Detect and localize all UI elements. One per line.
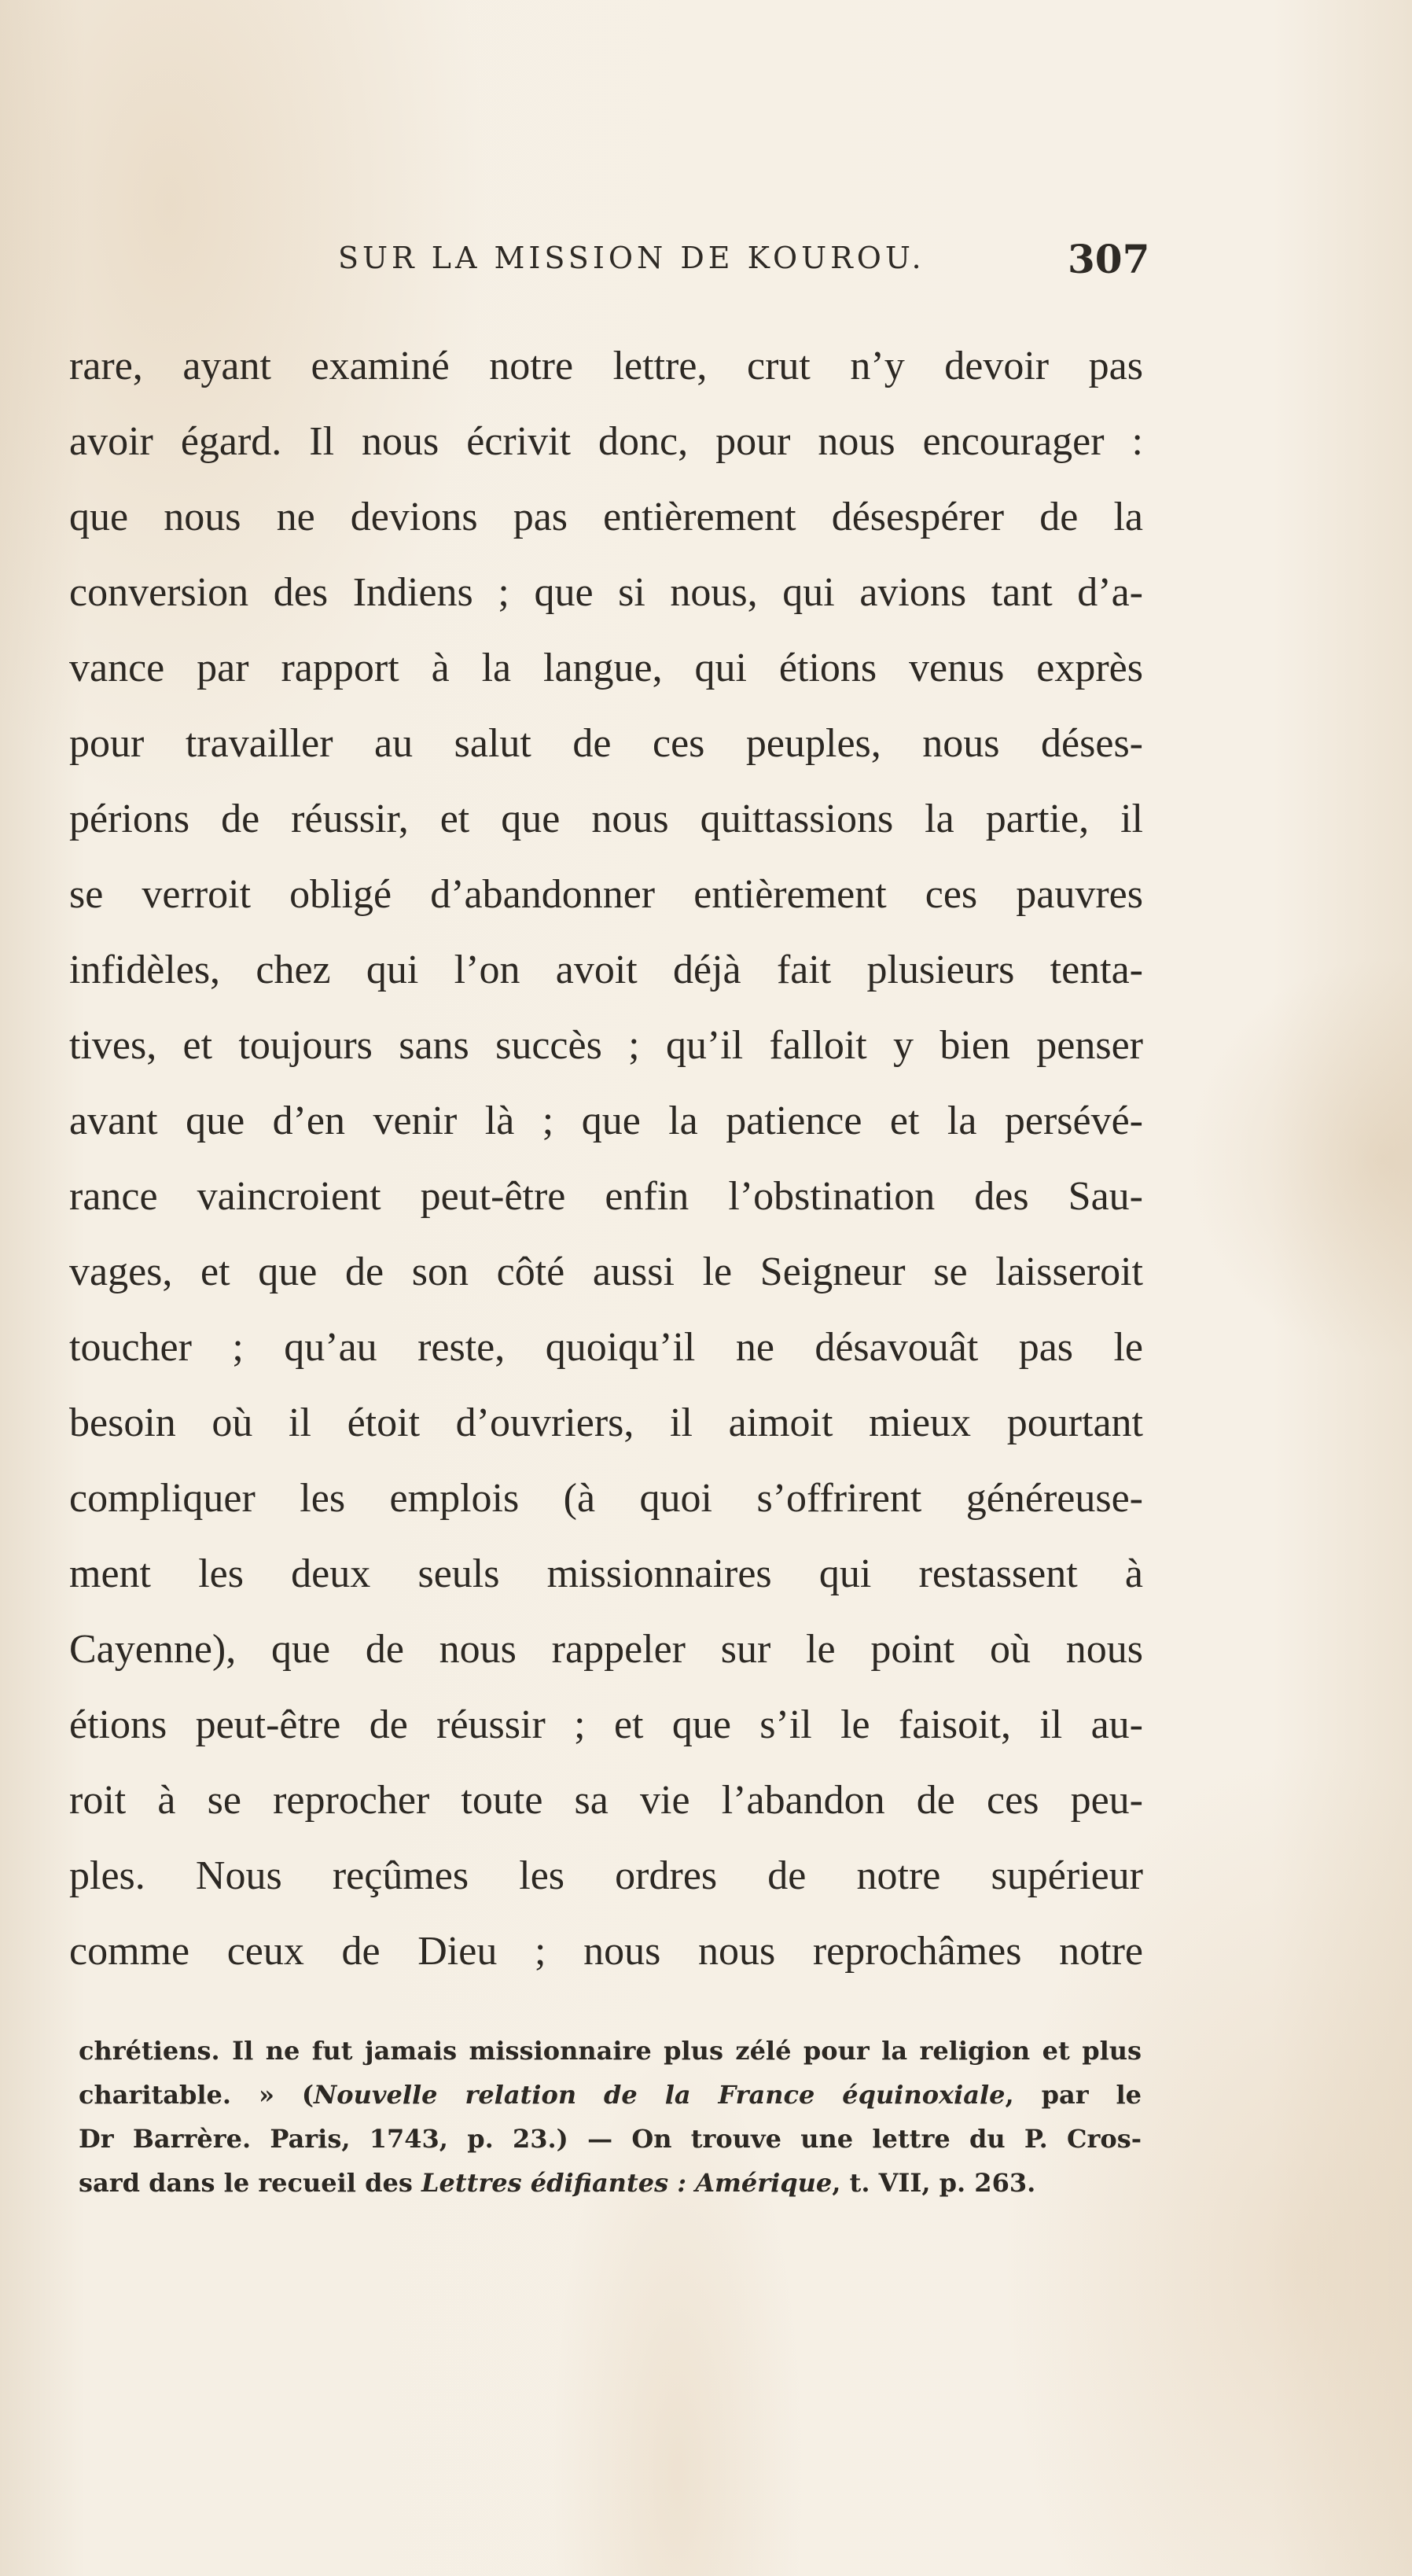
footnote <box>79 2029 1142 2205</box>
footnote-book-title: Nouvelle relation de la France équinoxiale <box>314 2080 1006 2110</box>
body-line: périons de réussir, et que nous quittassions la partie, il <box>69 797 1143 841</box>
running-head-title: SUR LA MISSION DE KOUROU. <box>338 241 925 275</box>
body-line: ment les deux seuls missionnaires qui restassent à <box>69 1551 1143 1596</box>
footnote-text: charitable. » ( <box>79 2080 314 2110</box>
footnote-line: Dr Barrère. Paris, 1743, p. 23.) — On trouve une lettre du P. Cros- <box>79 2124 1142 2154</box>
body-line: comme ceux de Dieu ; nous nous reprochâmes notre <box>69 1929 1143 1974</box>
body-line: besoin où il étoit d’ouvriers, il aimoit mieux pourtant <box>69 1400 1143 1445</box>
body-line: compliquer les emplois (à quoi s’offrirent généreuse- <box>69 1476 1143 1521</box>
footnote-text: , t. VII, p. 263. <box>832 2168 1036 2198</box>
page-number: 307 <box>1068 236 1150 282</box>
footnote-text: , par le <box>1005 2080 1142 2110</box>
body-line: rare, ayant examiné notre lettre, crut n’y devoir pas <box>69 344 1143 388</box>
footnote-line: chrétiens. Il ne fut jamais missionnaire plus zélé pour la religion et plus <box>79 2036 1142 2066</box>
running-head <box>0 236 1412 299</box>
body-line: pour travailler au salut de ces peuples, nous déses- <box>69 721 1143 766</box>
body-text <box>69 329 1143 1989</box>
body-line: se verroit obligé d’abandonner entièrement ces pauvres <box>69 872 1143 917</box>
body-line: avoir égard. Il nous écrivit donc, pour nous encourager : <box>69 419 1143 464</box>
body-line: conversion des Indiens ; que si nous, qui avions tant d’a- <box>69 570 1143 615</box>
body-line: rance vaincroient peut-être enfin l’obstination des Sau- <box>69 1174 1143 1219</box>
body-line: que nous ne devions pas entièrement désespérer de la <box>69 495 1143 539</box>
body-line: ples. Nous reçûmes les ordres de notre supérieur <box>69 1853 1143 1898</box>
body-line: infidèles, chez qui l’on avoit déjà fait plusieurs tenta- <box>69 948 1143 992</box>
footnote-text: sard dans le recueil des <box>79 2168 421 2198</box>
body-line: avant que d’en venir là ; que la patience et la persévé- <box>69 1098 1143 1143</box>
body-line: toucher ; qu’au reste, quoiqu’il ne désavouât pas le <box>69 1325 1143 1370</box>
body-line: tives, et toujours sans succès ; qu’il falloit y bien penser <box>69 1023 1143 1068</box>
body-line: vages, et que de son côté aussi le Seigneur se laisseroit <box>69 1249 1143 1294</box>
footnote-book-title: Lettres édifiantes : Amérique <box>421 2168 833 2198</box>
footnote-line <box>79 2073 1142 2117</box>
footnote-line <box>79 2161 1142 2205</box>
body-line: vance par rapport à la langue, qui étions venus exprès <box>69 646 1143 690</box>
body-line: roit à se reprocher toute sa vie l’abandon de ces peu- <box>69 1778 1143 1823</box>
body-line: Cayenne), que de nous rappeler sur le point où nous <box>69 1627 1143 1672</box>
body-line: étions peut-être de réussir ; et que s’il le faisoit, il au- <box>69 1702 1143 1747</box>
